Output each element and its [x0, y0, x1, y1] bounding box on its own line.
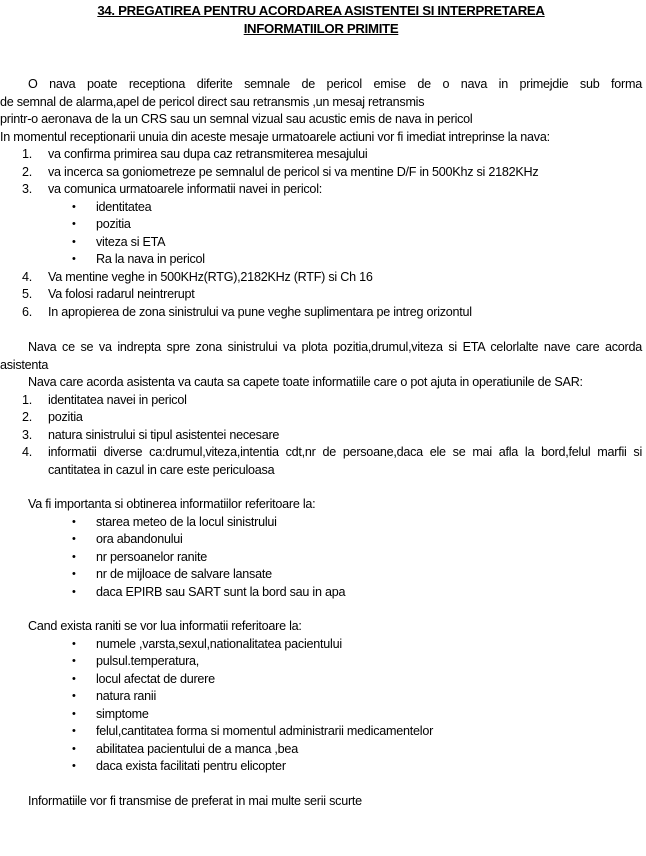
list-text: identitatea navei in pericol [48, 392, 187, 407]
importance-bullet-list [0, 514, 642, 602]
sar-item-3 [0, 427, 642, 445]
list-item [0, 636, 642, 654]
list-item [0, 671, 642, 689]
list-item [0, 531, 642, 549]
list-text: daca exista facilitati pentru elicopter [96, 759, 286, 773]
bullet-icon: • [72, 550, 76, 563]
bullet-icon: • [72, 585, 76, 598]
bullet-icon: • [72, 725, 76, 737]
list-item [0, 688, 642, 706]
list-text: va confirma primirea sau dupa caz retransmiterea mesajului [48, 147, 368, 161]
importance-heading: Va fi importanta si obtinerea informatiilor referitoare la: [28, 497, 316, 511]
list-text: pulsul.temperatura, [96, 654, 200, 668]
sar-info-paragraph: Nava care acorda asistenta va cauta sa capete toate informatiile care o pot ajuta in operatiunile de SAR: [28, 375, 583, 389]
list-number: 4. [22, 269, 33, 284]
actions-list-continued [0, 269, 642, 322]
actions-list [0, 146, 642, 199]
list-text: va comunica urmatoarele informatii navei in pericol: [48, 182, 322, 196]
sar-item-2 [0, 409, 642, 427]
bullet-icon: • [72, 690, 76, 702]
list-item [0, 723, 642, 741]
bullet-icon: • [72, 637, 76, 650]
sar-item-1 [0, 392, 642, 410]
list-text: daca EPIRB sau SART sunt la bord sau in apa [96, 584, 346, 599]
list-text: nr de mijloace de salvare lansate [96, 567, 272, 581]
bullet-icon: • [72, 707, 76, 720]
list-item [0, 741, 642, 759]
action-item-4 [0, 269, 642, 287]
bullet-icon: • [72, 235, 76, 248]
bullet-icon: • [72, 515, 76, 528]
list-text: ora abandonului [96, 532, 183, 546]
list-item [0, 216, 642, 234]
list-text: identitatea [96, 199, 152, 214]
list-text: viteza si ETA [96, 234, 166, 249]
list-text: simptome [96, 706, 149, 721]
list-number: 4. [22, 445, 33, 459]
list-item [0, 549, 642, 567]
bullet-icon: • [72, 655, 76, 667]
list-item [0, 234, 642, 252]
list-number: 3. [22, 427, 33, 442]
list-text: Va folosi radarul neintrerupt [48, 287, 195, 301]
list-item [0, 653, 642, 671]
action-item-5 [0, 286, 642, 304]
list-number: 2. [22, 410, 33, 424]
bullet-icon: • [72, 533, 76, 545]
bullet-icon: • [72, 742, 76, 755]
intro-line-2: de semnal de alarma,apel de pericol direct sau retransmis ,un mesaj retransmis [0, 94, 425, 109]
list-number: 3. [22, 182, 33, 196]
injured-heading: Cand exista raniti se vor lua informatii referitoare la: [28, 619, 302, 633]
list-text: informatii diverse ca:drumul,viteza,intentia cdt,nr de persoane,daca ele se mai afla la bord,felul marfii si cantitatea in cazul in care este periculoasa [48, 445, 642, 477]
list-item [0, 199, 642, 217]
intro-line-4: In momentul receptionarii unuia din aceste mesaje urmatoarele actiuni vor fi imediat intreprinse la nava: [0, 129, 550, 144]
list-text: abilitatea pacientului de a manca ,bea [96, 741, 298, 756]
list-text: pozitia [48, 410, 83, 424]
list-item [0, 758, 642, 776]
list-item [0, 584, 642, 602]
list-text: Ra la nava in pericol [96, 252, 205, 266]
action-item-2 [0, 164, 642, 182]
sar-item-4 [0, 444, 642, 479]
action-item-1 [0, 146, 642, 164]
list-text: numele ,varsta,sexul,nationalitatea pacientului [96, 636, 342, 651]
bullet-icon: • [72, 760, 76, 772]
list-number: 1. [22, 147, 33, 161]
list-text: nr persoanelor ranite [96, 549, 207, 564]
action-item-6 [0, 304, 642, 322]
list-text: starea meteo de la locul sinistrului [96, 514, 277, 529]
page-title [0, 2, 642, 38]
list-text: locul afectat de durere [96, 671, 215, 686]
list-text: felul,cantitatea forma si momentul administrarii medicamentelor [96, 724, 434, 738]
injured-bullet-list [0, 636, 642, 776]
list-text: natura sinistrului si tipul asistentei necesare [48, 427, 280, 442]
list-item [0, 706, 642, 724]
bullet-icon: • [72, 253, 76, 265]
sar-list [0, 392, 642, 480]
title-line-1: 34. PREGATIREA PENTRU ACORDAREA ASISTENTEI SI INTERPRETAREA [97, 3, 545, 18]
list-text: Va mentine veghe in 500KHz(RTG),2182KHz (RTF) si Ch 16 [48, 269, 373, 284]
list-text: pozitia [96, 217, 131, 231]
bullet-icon: • [72, 218, 76, 230]
bullet-icon: • [72, 672, 76, 685]
bullet-icon: • [72, 200, 76, 213]
list-number: 1. [22, 392, 33, 407]
title-line-2: INFORMATIILOR PRIMITE [243, 21, 399, 36]
intro-line-1: O nava poate receptiona diferite semnale de pericol emise de o nava in primejdie sub forma [28, 77, 642, 91]
list-item [0, 514, 642, 532]
list-text: natura ranii [96, 689, 157, 703]
action-item-3 [0, 181, 642, 199]
list-number: 5. [22, 287, 33, 301]
list-text: va incerca sa goniometreze pe semnalul de pericol si va mentine D/F in 500Khz si 2182KHz [48, 164, 539, 179]
list-number: 6. [22, 304, 33, 319]
closing-paragraph: Informatiile vor fi transmise de preferat in mai multe serii scurte [28, 793, 362, 808]
list-item [0, 566, 642, 584]
intro-line-3: printr-o aeronava de la un CRS sau un semnal vizual sau acustic emis de nava in pericol [0, 112, 473, 126]
bullet-icon: • [72, 568, 76, 580]
list-number: 2. [22, 164, 33, 179]
list-text: In apropierea de zona sinistrului va pune veghe suplimentara pe intreg orizontul [48, 304, 472, 319]
plot-paragraph: Nava ce se va indrepta spre zona sinistrului va plota pozitia,drumul,viteza si ETA celorlalte nave care acorda asistenta [0, 340, 642, 372]
info-bullet-list [0, 199, 642, 269]
list-item [0, 251, 642, 269]
